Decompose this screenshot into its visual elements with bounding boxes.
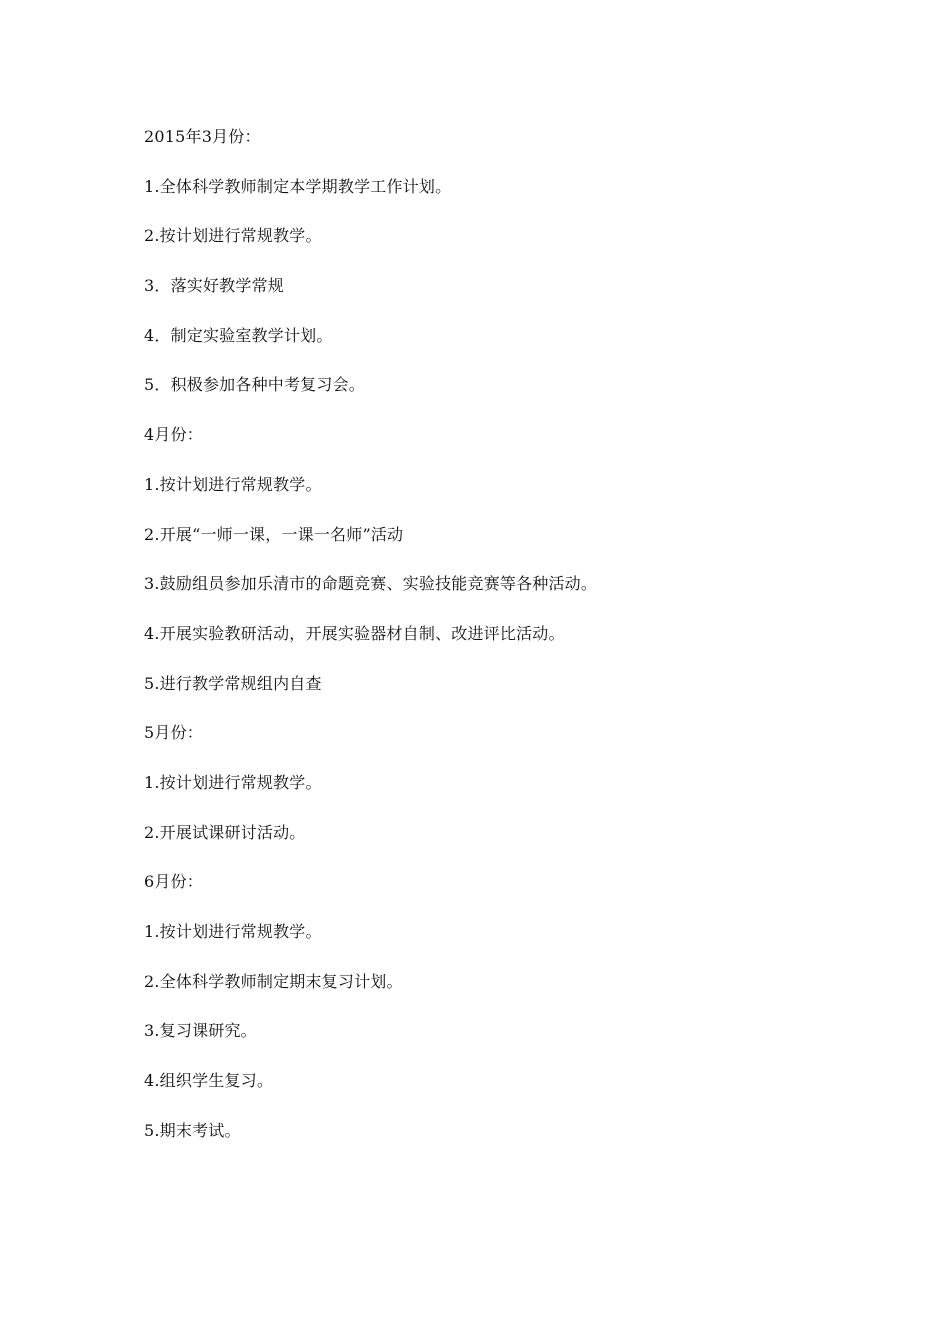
list-item: 1.按计划进行常规教学。	[144, 922, 322, 941]
list-item: 3.复习课研究。	[144, 1021, 257, 1041]
list-item: 1.按计划进行常规教学。	[144, 772, 322, 792]
list-item: 5.期末考试。	[144, 1120, 241, 1140]
list-item: 1.按计划进行常规教学。	[144, 474, 322, 494]
list-item: 1.全体科学教师制定本学期教学工作计划。	[144, 176, 452, 196]
list-item: 4.组织学生复习。	[144, 1071, 274, 1091]
month-heading-may: 5月份：	[144, 723, 203, 743]
list-item: 2.开展“一师一课，一课一名师”活动	[144, 524, 404, 544]
list-item: 5.进行教学常规组内自查	[144, 673, 322, 693]
document-body	[144, 124, 844, 1167]
list-item: 4.开展实验教研活动，开展实验器材自制、改进评比活动。	[144, 623, 565, 643]
list-item: 2.按计划进行常规教学。	[144, 226, 322, 246]
list-item: 5．积极参加各种中考复习会。	[144, 375, 365, 395]
list-item: 3.鼓励组员参加乐清市的命题竞赛、实验技能竞赛等各种活动。	[144, 574, 598, 594]
list-item: 2.全体科学教师制定期末复习计划。	[144, 971, 403, 991]
month-heading-april: 4月份：	[144, 425, 203, 445]
list-item: 3．落实好教学常规	[144, 276, 284, 296]
list-item: 4．制定实验室教学计划。	[144, 325, 333, 345]
list-item: 2.开展试课研讨活动。	[144, 822, 306, 842]
month-heading-march: 2015年3月份：	[144, 127, 261, 146]
month-heading-june: 6月份：	[144, 872, 203, 892]
